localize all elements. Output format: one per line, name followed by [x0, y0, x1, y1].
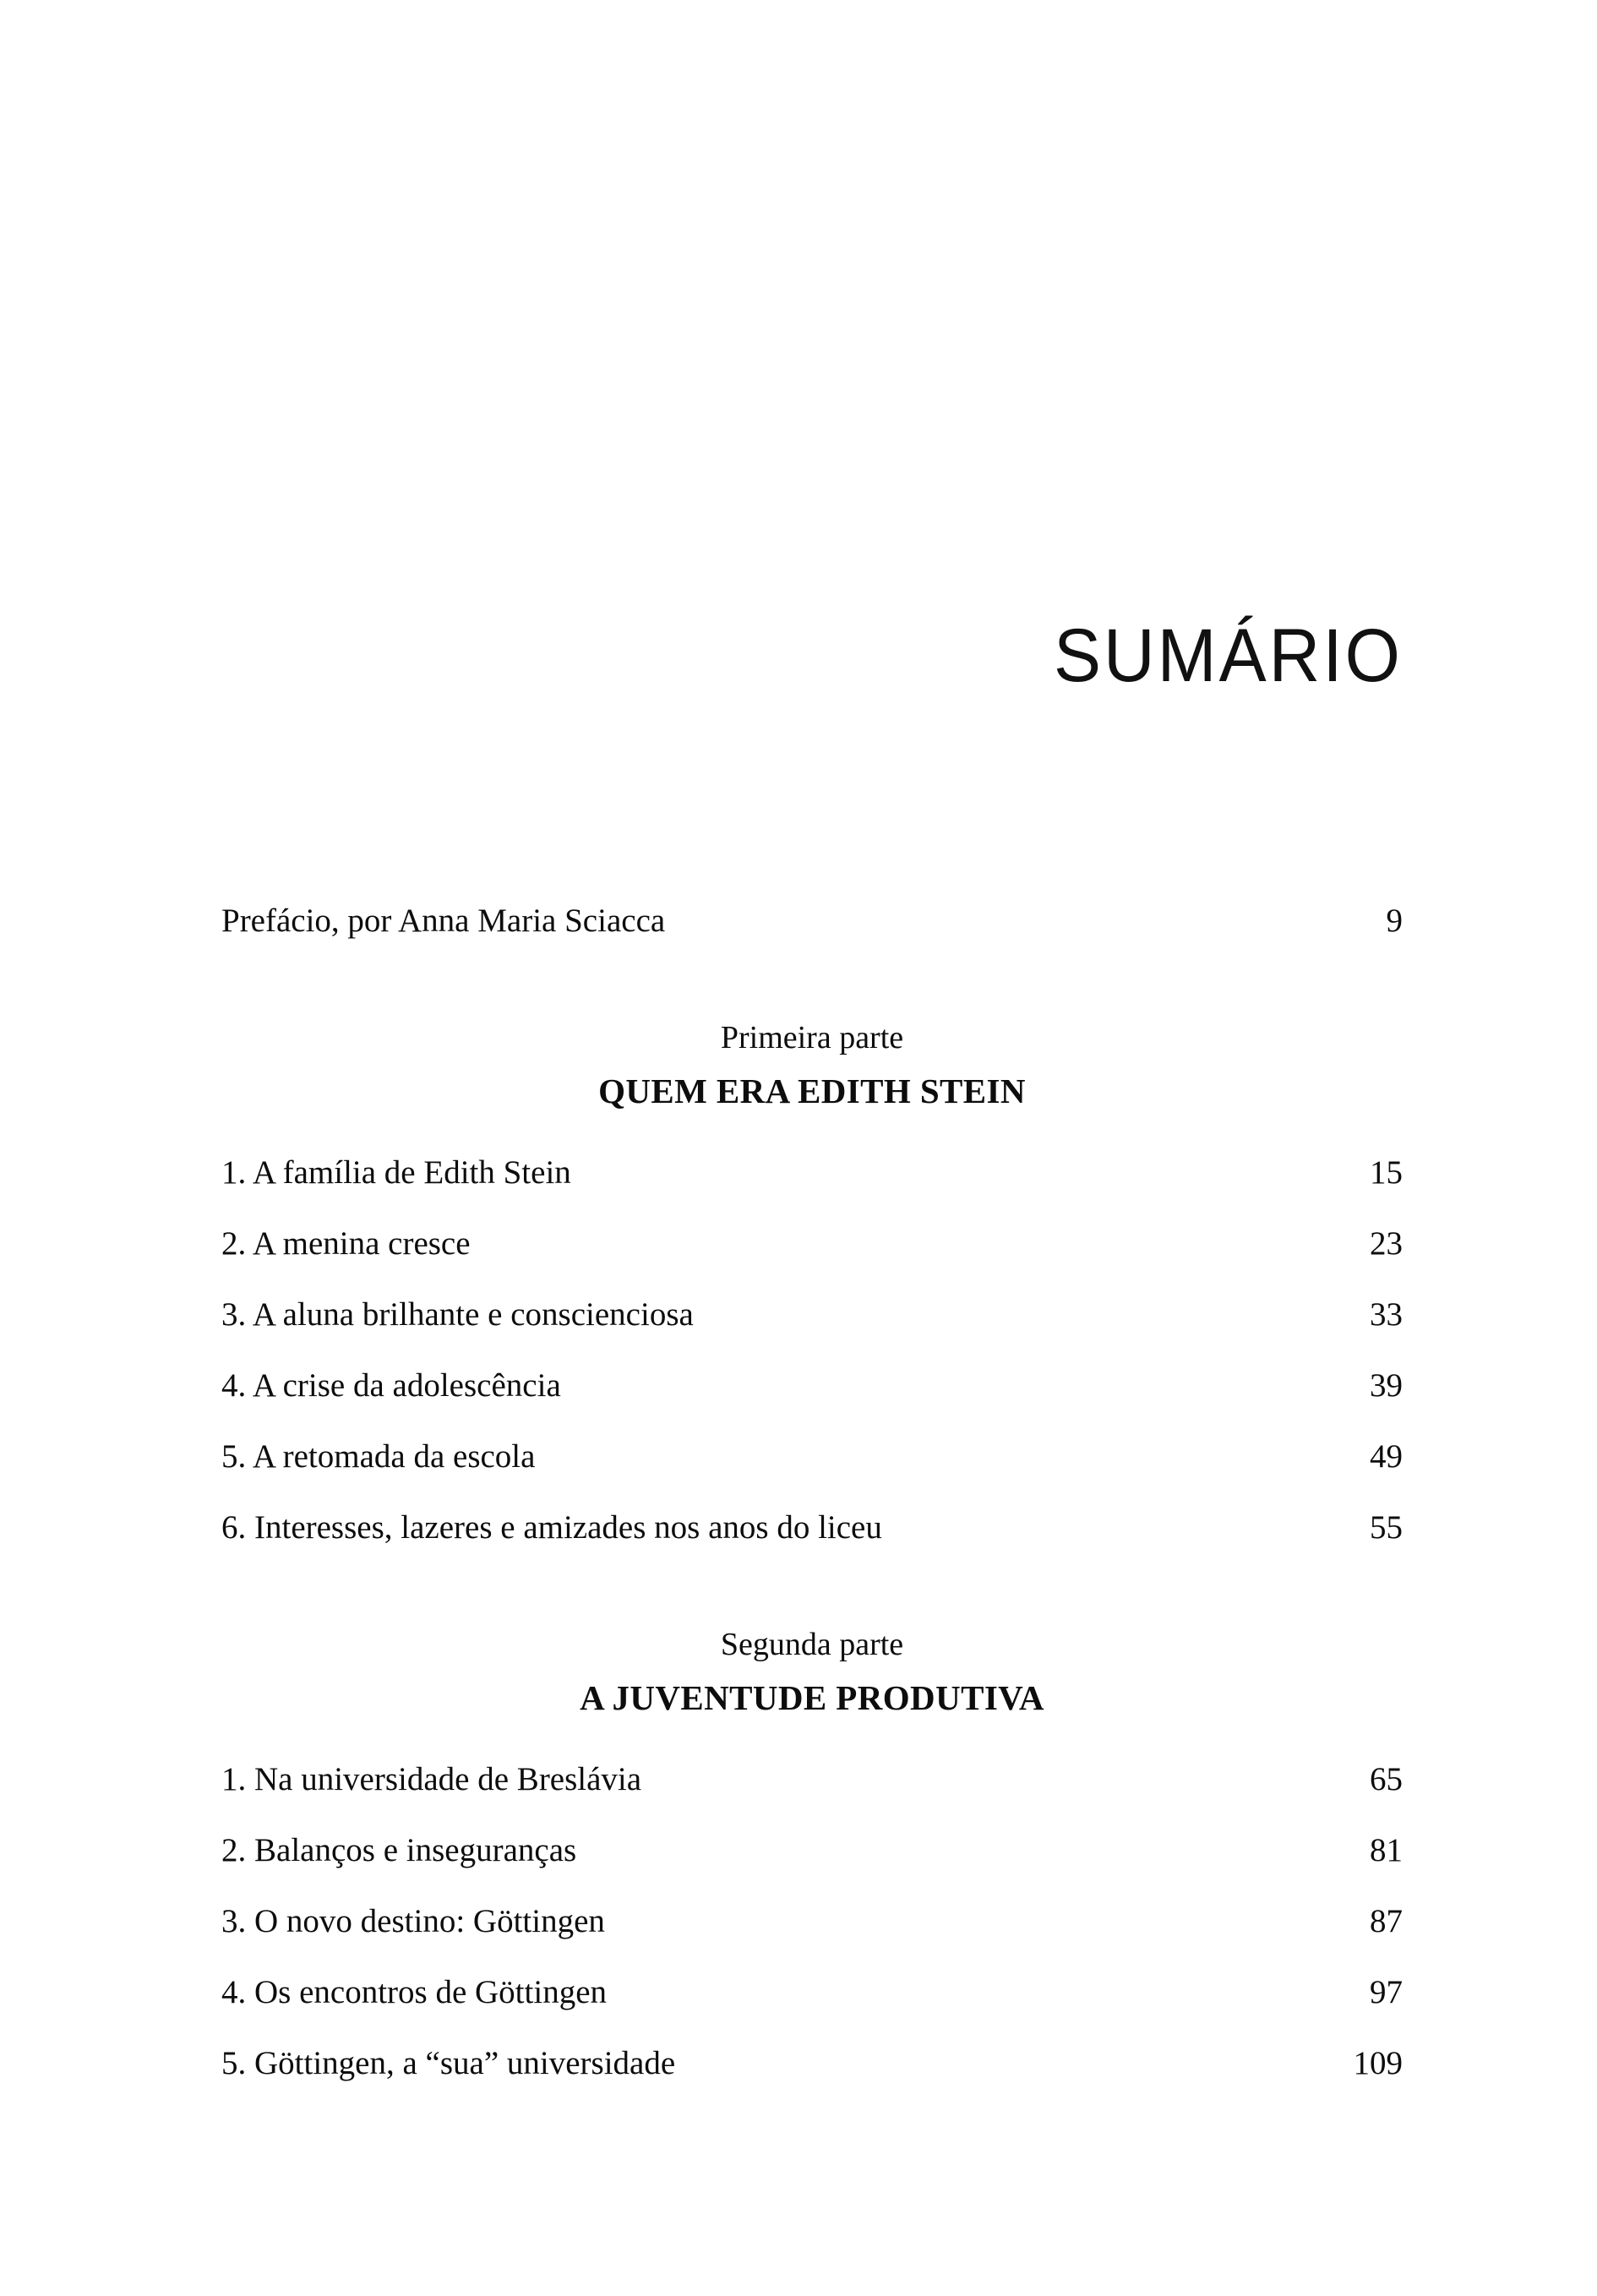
toc-entry-page-number: 39 — [1370, 1367, 1403, 1404]
toc-entry-page-number: 15 — [1370, 1154, 1403, 1191]
toc-entry-page-number: 87 — [1370, 1903, 1403, 1939]
toc-entry-page-number: 109 — [1353, 2045, 1403, 2081]
part-kicker: Primeira parte — [720, 1020, 904, 1055]
toc-entry[interactable] — [221, 1886, 1403, 1957]
toc-entry[interactable] — [221, 1350, 1403, 1421]
toc-entry-page-number: 9 — [1386, 903, 1403, 939]
toc-entry[interactable] — [221, 1279, 1403, 1350]
toc-entry-label: 5. A retomada da escola — [221, 1438, 536, 1475]
toc-entry[interactable] — [221, 1137, 1403, 1208]
toc-entry[interactable] — [221, 1957, 1403, 2028]
toc-entry-label: 3. A aluna brilhante e conscienciosa — [221, 1296, 694, 1333]
toc-content — [221, 886, 1403, 2099]
toc-entry[interactable] — [221, 1208, 1403, 1279]
toc-entry-label: 5. Göttingen, a “sua” universidade — [221, 2045, 676, 2081]
part-title: QUEM ERA EDITH STEIN — [598, 1072, 1026, 1110]
toc-entry-preface[interactable] — [221, 886, 1403, 957]
part-title: A JUVENTUDE PRODUTIVA — [580, 1678, 1044, 1717]
toc-entry-page-number: 81 — [1370, 1832, 1403, 1868]
toc-entry-label: 1. A família de Edith Stein — [221, 1154, 571, 1191]
page-title: SUMÁRIO — [1053, 613, 1403, 698]
toc-entry-label: 4. Os encontros de Göttingen — [221, 1974, 608, 2010]
toc-entry[interactable] — [221, 2028, 1403, 2099]
toc-entry-label: Prefácio, por Anna Maria Sciacca — [221, 903, 666, 939]
toc-entry-page-number: 33 — [1370, 1296, 1403, 1333]
toc-entry-label: 2. A menina cresce — [221, 1225, 471, 1262]
toc-entry-label: 6. Interesses, lazeres e amizades nos anos do liceu — [221, 1509, 882, 1546]
toc-entry-page-number: 55 — [1370, 1509, 1403, 1546]
toc-entry-page-number: 65 — [1370, 1761, 1403, 1797]
toc-entry-label: 3. O novo destino: Göttingen — [221, 1903, 605, 1939]
toc-entry-page-number: 49 — [1370, 1438, 1403, 1475]
page-title-container — [221, 613, 1403, 698]
toc-entry-label: 2. Balanços e inseguranças — [221, 1832, 577, 1868]
toc-entry-label: 1. Na universidade de Breslávia — [221, 1761, 642, 1797]
toc-entry[interactable] — [221, 1421, 1403, 1492]
toc-entry-page-number: 23 — [1370, 1225, 1403, 1262]
toc-entry[interactable] — [221, 1815, 1403, 1886]
part-heading-1 — [221, 1012, 1403, 1119]
part-heading-2 — [221, 1619, 1403, 1726]
toc-entry[interactable] — [221, 1492, 1403, 1563]
toc-entry-label: 4. A crise da adolescência — [221, 1367, 561, 1404]
toc-entry[interactable] — [221, 1744, 1403, 1815]
part-kicker: Segunda parte — [720, 1627, 904, 1662]
toc-entry-page-number: 97 — [1370, 1974, 1403, 2010]
